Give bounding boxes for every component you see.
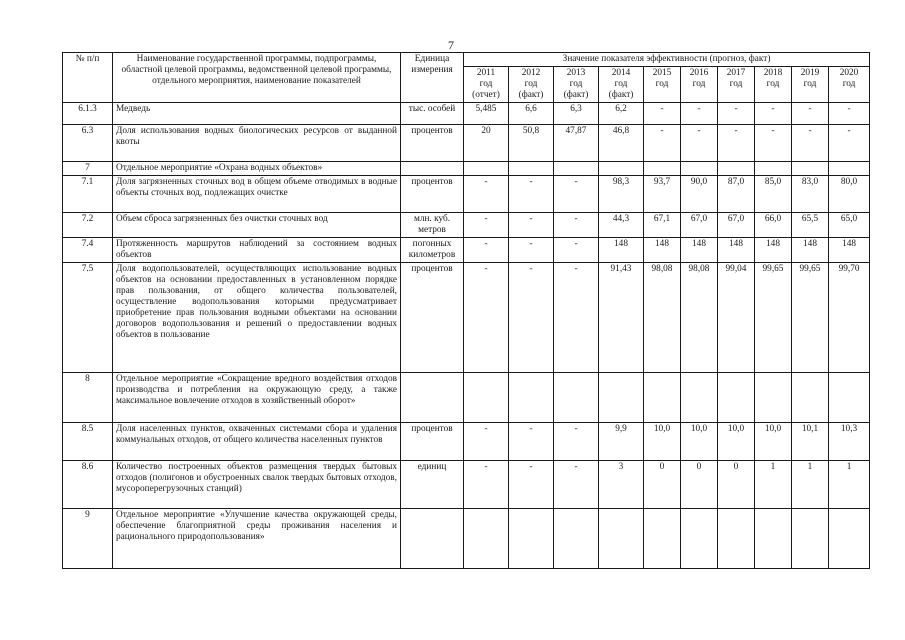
- row-value: -: [464, 263, 509, 373]
- header-year-note: (факт): [518, 90, 544, 100]
- row-value: -: [755, 125, 792, 162]
- table-row: [63, 162, 870, 176]
- row-number: 7.5: [63, 263, 113, 373]
- header-year-year: 2017: [726, 68, 746, 78]
- row-value: 50,8: [509, 125, 554, 162]
- header-year-year: 2019: [800, 68, 820, 78]
- row-value: -: [792, 103, 829, 125]
- row-value: 93,7: [644, 176, 681, 213]
- header-year-2016: [681, 67, 718, 103]
- row-unit: [401, 509, 464, 569]
- row-number: 7.1: [63, 176, 113, 213]
- header-year-2019: [792, 67, 829, 103]
- row-value: 10,0: [644, 423, 681, 461]
- header-year-2012: [509, 67, 554, 103]
- table-row: [63, 423, 870, 461]
- row-value: 10,3: [829, 423, 870, 461]
- row-unit: процентов: [401, 423, 464, 461]
- header-year-2013: [554, 67, 599, 103]
- row-value: -: [755, 103, 792, 125]
- header-year-unit: год: [655, 79, 669, 89]
- row-value: -: [509, 176, 554, 213]
- row-unit: погонных километров: [401, 238, 464, 263]
- header-year-2015: [644, 67, 681, 103]
- row-value: -: [509, 263, 554, 373]
- row-value: 20: [464, 125, 509, 162]
- header-year-note: (факт): [608, 90, 634, 100]
- header-year-unit: год: [569, 79, 583, 89]
- header-group: Значение показателя эффективности (прогноз, факт): [464, 53, 870, 67]
- header-year-2018: [755, 67, 792, 103]
- header-year-unit: год: [524, 79, 538, 89]
- header-year-year: 2020: [839, 68, 859, 78]
- row-value: 0: [718, 461, 755, 509]
- row-value: 67,0: [718, 213, 755, 238]
- header-year-year: 2013: [566, 68, 586, 78]
- row-value: -: [554, 238, 599, 263]
- row-value: 85,0: [755, 176, 792, 213]
- table-row: [63, 373, 870, 423]
- row-value: -: [644, 125, 681, 162]
- row-value: 98,08: [644, 263, 681, 373]
- header-year-2017: [718, 67, 755, 103]
- row-value: 6,3: [554, 103, 599, 125]
- row-value: [718, 509, 755, 569]
- row-value: [755, 509, 792, 569]
- row-value: -: [554, 213, 599, 238]
- row-value: 0: [681, 461, 718, 509]
- row-number: 9: [63, 509, 113, 569]
- row-value: [464, 162, 509, 176]
- row-value: -: [464, 176, 509, 213]
- row-value: [554, 162, 599, 176]
- header-year-2014: [599, 67, 644, 103]
- row-value: 67,1: [644, 213, 681, 238]
- row-value: [681, 509, 718, 569]
- row-value: [464, 509, 509, 569]
- row-name: Объем сброса загрязненных без очистки сточных вод: [113, 213, 401, 238]
- row-value: 3: [599, 461, 644, 509]
- row-value: 99,70: [829, 263, 870, 373]
- row-value: [792, 373, 829, 423]
- row-value: [554, 373, 599, 423]
- page-number: 7: [448, 38, 454, 52]
- header-year-year: 2012: [521, 68, 541, 78]
- row-value: [644, 509, 681, 569]
- row-number: 6.1.3: [63, 103, 113, 125]
- row-unit: млн. куб. метров: [401, 213, 464, 238]
- row-unit: процентов: [401, 263, 464, 373]
- row-name: Количество построенных объектов размещения твердых бытовых отходов (полигонов и обустроенных свалок твердых бытовых отходов, мусороперегрузочных станций): [113, 461, 401, 509]
- table-row: [63, 125, 870, 162]
- row-value: -: [509, 461, 554, 509]
- header-year-unit: год: [479, 79, 493, 89]
- row-value: [718, 162, 755, 176]
- row-value: -: [464, 461, 509, 509]
- row-value: 99,65: [755, 263, 792, 373]
- row-value: -: [829, 103, 870, 125]
- indicators-table: [62, 52, 870, 569]
- row-name: Доля загрязненных сточных вод в общем объеме отводимых в водные объекты сточных вод, подлежащих очистке: [113, 176, 401, 213]
- row-value: [755, 162, 792, 176]
- row-unit: процентов: [401, 176, 464, 213]
- row-value: 0: [644, 461, 681, 509]
- header-year-unit: год: [766, 79, 780, 89]
- row-value: -: [464, 423, 509, 461]
- header-year-note: (факт): [563, 90, 589, 100]
- row-value: -: [554, 423, 599, 461]
- row-value: -: [509, 238, 554, 263]
- row-value: -: [829, 125, 870, 162]
- row-unit: процентов: [401, 125, 464, 162]
- row-name: Доля водопользователей, осуществляющих использование водных объектов на основании предоставленных в установленном порядке прав пользования, от общего количества пользователей, осуществление водопользования которыми предусматривает приобретение прав пользования водными объектами на основании договоров водопользования и решений о предоставлении водных объектов в пользование: [113, 263, 401, 373]
- row-value: [829, 509, 870, 569]
- row-name: Доля населенных пунктов, охваченных системами сбора и удаления коммунальных отходов, от общего количества населенных пунктов: [113, 423, 401, 461]
- row-name: Отдельное мероприятие «Охрана водных объектов»: [113, 162, 401, 176]
- row-name: Отдельное мероприятие «Улучшение качества окружающей среды, обеспечение благоприятной среды проживания населения и рационального природопользования»: [113, 509, 401, 569]
- header-year-unit: год: [842, 79, 856, 89]
- row-value: 99,04: [718, 263, 755, 373]
- row-value: 148: [599, 238, 644, 263]
- row-value: [509, 373, 554, 423]
- table-row: [63, 238, 870, 263]
- row-value: 90,0: [681, 176, 718, 213]
- row-unit: тыс. особей: [401, 103, 464, 125]
- row-unit: [401, 162, 464, 176]
- header-unit: Единица измерения: [401, 53, 464, 103]
- table-row: [63, 509, 870, 569]
- row-name: Медведь: [113, 103, 401, 125]
- row-value: 65,0: [829, 213, 870, 238]
- row-value: [829, 162, 870, 176]
- row-value: 148: [755, 238, 792, 263]
- row-value: [829, 373, 870, 423]
- row-value: [681, 373, 718, 423]
- row-number: 8.6: [63, 461, 113, 509]
- row-value: [464, 373, 509, 423]
- row-value: 10,1: [792, 423, 829, 461]
- row-value: [599, 509, 644, 569]
- row-value: 148: [718, 238, 755, 263]
- row-unit: [401, 373, 464, 423]
- table-row: [63, 263, 870, 373]
- row-value: 6,6: [509, 103, 554, 125]
- row-value: [554, 509, 599, 569]
- row-value: [755, 373, 792, 423]
- row-value: 98,3: [599, 176, 644, 213]
- row-value: -: [681, 125, 718, 162]
- row-value: -: [464, 213, 509, 238]
- row-value: 91,43: [599, 263, 644, 373]
- row-number: 8.5: [63, 423, 113, 461]
- row-value: [599, 373, 644, 423]
- row-value: 9,9: [599, 423, 644, 461]
- row-value: -: [554, 263, 599, 373]
- row-unit: единиц: [401, 461, 464, 509]
- table-row: [63, 461, 870, 509]
- row-value: -: [718, 125, 755, 162]
- row-value: 1: [755, 461, 792, 509]
- row-number: 8: [63, 373, 113, 423]
- header-year-unit: год: [692, 79, 706, 89]
- row-value: [718, 373, 755, 423]
- row-value: 47,87: [554, 125, 599, 162]
- row-value: -: [554, 461, 599, 509]
- header-year-note: (отчет): [472, 90, 500, 100]
- row-value: 66,0: [755, 213, 792, 238]
- row-value: -: [644, 103, 681, 125]
- row-value: 67,0: [681, 213, 718, 238]
- row-value: 99,65: [792, 263, 829, 373]
- header-name: Наименование государственной программы, подпрограммы, областной целевой программы, ведомственной целевой программы, отдельного мероприятия, наименование показателей: [113, 53, 401, 103]
- row-value: 87,0: [718, 176, 755, 213]
- row-value: 148: [681, 238, 718, 263]
- table-row: [63, 213, 870, 238]
- header-year-unit: год: [729, 79, 743, 89]
- row-value: 44,3: [599, 213, 644, 238]
- table-row: [63, 176, 870, 213]
- row-number: 7: [63, 162, 113, 176]
- table-row: [63, 103, 870, 125]
- row-number: 6.3: [63, 125, 113, 162]
- row-value: 83,0: [792, 176, 829, 213]
- row-value: [792, 162, 829, 176]
- row-value: [509, 509, 554, 569]
- header-num: № п/п: [63, 53, 113, 103]
- header-year-year: 2011: [476, 68, 496, 78]
- row-number: 7.2: [63, 213, 113, 238]
- header-year-year: 2016: [689, 68, 709, 78]
- row-value: 80,0: [829, 176, 870, 213]
- row-name: Протяженность маршрутов наблюдений за состоянием водных объектов: [113, 238, 401, 263]
- header-year-unit: год: [614, 79, 628, 89]
- row-value: [509, 162, 554, 176]
- row-value: [792, 509, 829, 569]
- row-value: -: [792, 125, 829, 162]
- row-value: 148: [829, 238, 870, 263]
- row-name: Отдельное мероприятие «Сокращение вредного воздействия отходов производства и потребления на окружающую среду, а также максимальное вовлечение отходов в хозяйственный оборот»: [113, 373, 401, 423]
- row-value: [599, 162, 644, 176]
- row-value: [644, 373, 681, 423]
- row-value: 98,08: [681, 263, 718, 373]
- header-year-year: 2014: [611, 68, 631, 78]
- header-year-year: 2015: [652, 68, 672, 78]
- row-value: 148: [792, 238, 829, 263]
- row-value: 10,0: [681, 423, 718, 461]
- row-value: 1: [829, 461, 870, 509]
- header-year-2011: [464, 67, 509, 103]
- row-value: -: [509, 213, 554, 238]
- row-value: 65,5: [792, 213, 829, 238]
- row-value: -: [464, 238, 509, 263]
- row-value: 10,0: [755, 423, 792, 461]
- row-value: -: [554, 176, 599, 213]
- header-year-2020: [829, 67, 870, 103]
- row-value: -: [718, 103, 755, 125]
- row-value: -: [681, 103, 718, 125]
- row-value: [681, 162, 718, 176]
- row-value: 148: [644, 238, 681, 263]
- header-year-year: 2018: [763, 68, 783, 78]
- table-body: [63, 53, 870, 569]
- row-value: 46,8: [599, 125, 644, 162]
- row-value: 10,0: [718, 423, 755, 461]
- row-value: 6,2: [599, 103, 644, 125]
- header-year-unit: год: [803, 79, 817, 89]
- row-number: 7.4: [63, 238, 113, 263]
- row-value: 1: [792, 461, 829, 509]
- row-value: 5,485: [464, 103, 509, 125]
- header-row-top: [63, 53, 870, 67]
- row-value: -: [509, 423, 554, 461]
- row-value: [644, 162, 681, 176]
- row-name: Доля использования водных биологических ресурсов от выданной квоты: [113, 125, 401, 162]
